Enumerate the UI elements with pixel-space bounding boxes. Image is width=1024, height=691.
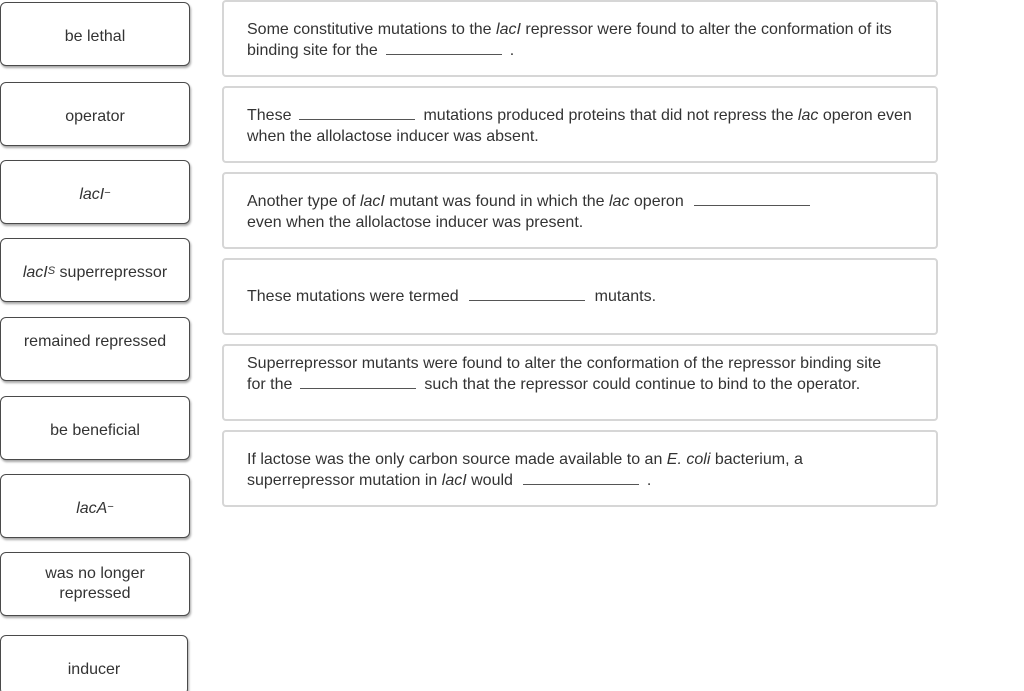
sentence-text-part: such that the repressor could continue to bind to the operator. (424, 376, 861, 393)
tile-label: inducer (67, 661, 121, 678)
answer-blank-3[interactable] (694, 191, 810, 206)
tile-operator[interactable] (0, 82, 190, 146)
sentence-italic-term: lacI (359, 193, 385, 210)
tile-label: lacI (22, 264, 48, 281)
tile-label-group (76, 499, 114, 519)
tile-was-no-longer-repressed[interactable] (0, 552, 190, 616)
sentence-box-1 (222, 0, 938, 77)
answer-blank-4[interactable] (469, 286, 585, 301)
sentence-box-6 (222, 430, 938, 507)
sentence-text-part: . (646, 472, 652, 489)
sentence-text-part: Superrepressor mutants were found to alter the conformation of the repressor binding site for the (247, 355, 882, 393)
tile-inducer[interactable] (0, 635, 188, 691)
sentence-box-4 (222, 258, 938, 335)
tile-superscript: − (107, 501, 114, 513)
tile-label: be beneficial (50, 422, 140, 439)
sentence-italic-term: lacI (496, 21, 521, 38)
sentence-text-part: would (466, 472, 513, 489)
sentence-box-3 (222, 172, 938, 249)
sentence-text-part: mutants. (594, 288, 657, 305)
sentence-text (247, 449, 913, 491)
sentence-italic-term: lac (609, 193, 630, 210)
sentence-text-part: mutations produced proteins that did not repress the (423, 107, 798, 124)
sentence-italic-term: lacI (441, 472, 467, 489)
tile-laca-minus[interactable] (0, 474, 190, 538)
answer-blank-6[interactable] (523, 470, 639, 485)
sentence-text-part: Another type of (247, 193, 360, 210)
answer-blank-2[interactable] (299, 105, 415, 120)
sentence-text-part: If lactose was the only carbon source made available to an (247, 451, 667, 468)
sentence-text-part: Some constitutive mutations to the (247, 21, 497, 38)
tile-remained-repressed[interactable] (0, 317, 190, 381)
sentence-text-part: repressor were found to alter the conformation of its binding site for the (247, 21, 892, 59)
sentence-text-part: bacterium, a superrepressor mutation in (247, 451, 803, 489)
sentence-text (247, 105, 913, 147)
sentence-text-part: These (247, 107, 292, 124)
sentence-text-part: . (509, 42, 515, 59)
sentence-text-part: operon (629, 193, 684, 210)
sentence-text (247, 286, 913, 307)
sentence-italic-term: lac (797, 107, 819, 124)
sentence-box-2 (222, 86, 938, 163)
sentence-text (247, 353, 887, 395)
sentence-text (247, 191, 913, 233)
tile-laci-s-superrepressor[interactable] (0, 238, 190, 302)
tile-label: lacI (79, 186, 105, 203)
tile-label-suffix: superrepressor (55, 264, 168, 281)
tile-label: lacA (76, 500, 108, 517)
tile-label: operator (65, 108, 125, 125)
tile-label-group (23, 263, 167, 283)
tile-superscript: − (104, 187, 111, 199)
sentence-text-part: operon even when the allolactose inducer was absent. (247, 107, 912, 145)
sentence-text-part: These mutations were termed (247, 288, 459, 305)
sentence-text (247, 19, 913, 61)
tile-be-lethal[interactable] (0, 2, 190, 66)
sentence-text-part: even when the allolactose inducer was present. (247, 214, 584, 231)
tile-label-group (79, 185, 110, 205)
sentence-text-part: mutant was found in which the (384, 193, 609, 210)
tile-label: was no longer repressed (45, 565, 145, 602)
tile-label: remained repressed (23, 333, 167, 350)
answer-blank-5[interactable] (300, 374, 416, 389)
sentence-box-5 (222, 344, 938, 421)
tile-be-beneficial[interactable] (0, 396, 190, 460)
tile-laci-minus[interactable] (0, 160, 190, 224)
tile-label: be lethal (64, 28, 126, 45)
tile-superscript: S (47, 265, 56, 277)
answer-blank-1[interactable] (386, 40, 502, 55)
sentence-italic-term: E. coli (666, 451, 711, 468)
